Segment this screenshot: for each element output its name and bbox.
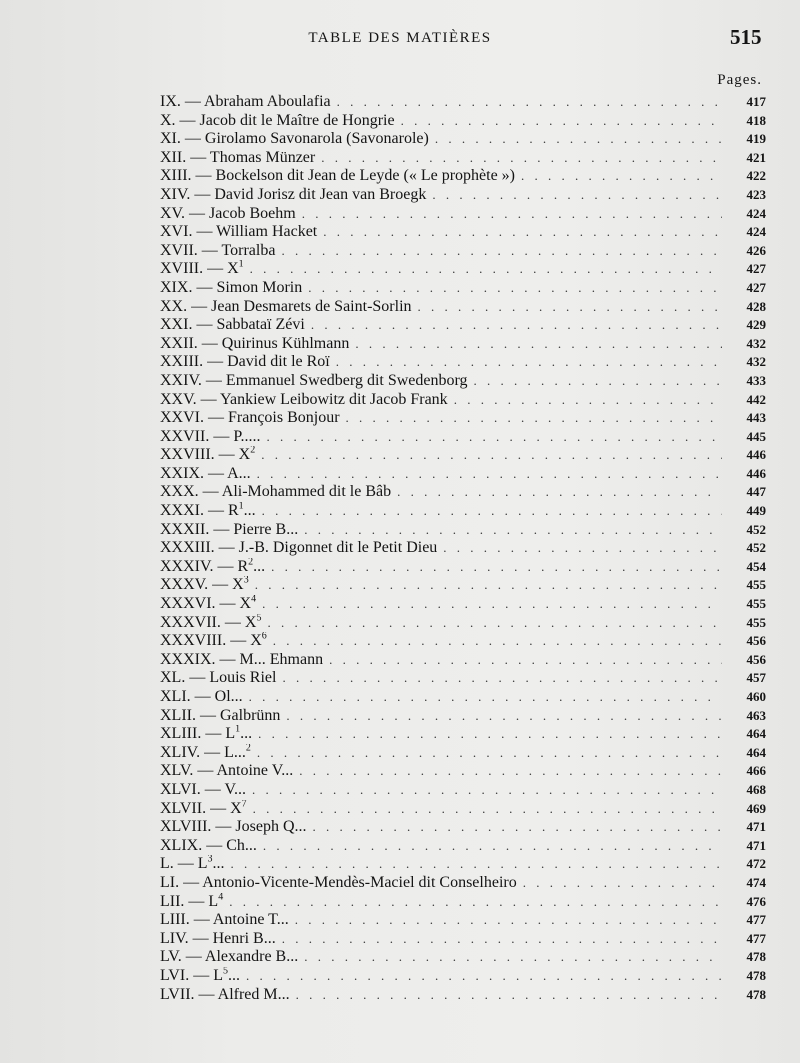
toc-entry-title-text: XI. — Girolamo Savonarola (Savonarole)	[160, 130, 429, 148]
toc-entry-title-text: XXVI. — François Bonjour	[160, 409, 340, 427]
toc-entry-page-number: 476	[746, 893, 766, 909]
toc-entry	[160, 465, 766, 484]
toc-entry-title	[160, 93, 331, 112]
toc-entry	[160, 279, 766, 298]
toc-entry-page-number: 417	[746, 94, 766, 109]
toc-entry-title	[160, 576, 249, 595]
toc-entry	[160, 130, 766, 149]
toc-entry-title-text: XXXIX. — M... Ehmann	[160, 650, 324, 668]
toc-entry-title	[160, 855, 225, 874]
toc-entry	[160, 446, 766, 465]
toc-entry	[160, 521, 766, 540]
toc-entry-title-text: LIII. — Antoine T...	[160, 911, 289, 929]
toc-entry	[160, 595, 766, 614]
toc-entry-page-number: 422	[746, 168, 766, 184]
pages-column-label: Pages.	[717, 72, 762, 88]
toc-entry	[160, 316, 766, 335]
toc-entry	[160, 483, 766, 502]
toc-entry-title-text: XXVII. — P.....	[160, 427, 261, 445]
leader-dots	[271, 558, 722, 577]
toc-entry-title	[160, 986, 290, 1005]
leader-dots	[258, 725, 722, 744]
toc-entry	[160, 669, 766, 688]
leader-dots	[257, 465, 722, 484]
toc-entry-title	[160, 558, 265, 577]
toc-entry-title	[160, 930, 276, 949]
leader-dots	[521, 167, 722, 186]
leader-dots	[295, 911, 722, 930]
toc-entry-title-text: XIX. — Simon Morin	[160, 278, 303, 296]
toc-entry-page-number: 455	[746, 596, 766, 612]
toc-entry-page-number: 472	[746, 856, 766, 872]
leader-dots	[311, 316, 722, 335]
toc-entry-title	[160, 223, 317, 242]
leader-dots	[313, 818, 722, 837]
toc-entry-superscript: 2	[248, 557, 254, 568]
toc-entry	[160, 391, 766, 410]
toc-entry-title-text: XXXIV. — R	[160, 557, 249, 575]
toc-entry-title-tail: ...	[253, 557, 266, 575]
toc-entry-title	[160, 409, 340, 428]
toc-entry	[160, 335, 766, 354]
toc-entry	[160, 744, 766, 763]
toc-entry-title	[160, 651, 323, 670]
toc-entry-title	[160, 837, 257, 856]
toc-entry	[160, 298, 766, 317]
toc-entry-page-number: 427	[746, 261, 766, 277]
toc-entry-superscript: 5	[256, 613, 262, 624]
toc-entry-title-text: X. — Jacob dit le Maître de Hongrie	[160, 111, 395, 129]
leader-dots	[355, 335, 722, 354]
toc-entry-title-tail: ...	[240, 725, 253, 743]
toc-entry	[160, 893, 766, 912]
toc-entry-superscript: 5	[222, 966, 228, 977]
toc-entry-page-number: 445	[746, 428, 766, 444]
toc-entry-page-number: 426	[746, 242, 766, 258]
toc-entry-superscript: 3	[243, 576, 249, 587]
toc-entry-title-text: XXVIII. — X	[160, 446, 251, 464]
toc-entry-title	[160, 428, 260, 447]
toc-entry-title	[160, 112, 395, 131]
leader-dots	[262, 502, 722, 521]
leader-dots	[229, 893, 722, 912]
toc-entry-page-number: 455	[746, 577, 766, 593]
toc-entry-title-text: XVI. — William Hacket	[160, 223, 318, 241]
toc-entry-title-text: XLVII. — X	[160, 799, 242, 817]
toc-entry	[160, 186, 766, 205]
toc-entry	[160, 725, 766, 744]
toc-entry-superscript: 7	[241, 799, 247, 810]
toc-entry-title	[160, 911, 289, 930]
toc-entry-title-text: XLIX. — Ch...	[160, 836, 257, 854]
toc-entry	[160, 205, 766, 224]
toc-entry	[160, 576, 766, 595]
toc-entry-superscript: 6	[261, 632, 267, 642]
toc-entry-page-number: 427	[746, 279, 766, 295]
toc-entry-page-number: 471	[746, 819, 766, 835]
toc-entry	[160, 149, 766, 168]
toc-entry-title-text: XLIV. — L...	[160, 743, 246, 761]
toc-entry	[160, 688, 766, 707]
toc-entry-title	[160, 725, 252, 744]
toc-entry-title-text: XVII. — Torralba	[160, 241, 276, 259]
leader-dots	[454, 391, 722, 410]
toc-entry-title	[160, 391, 448, 410]
toc-entry	[160, 837, 766, 856]
toc-entry-title	[160, 539, 437, 558]
toc-entry-page-number: 460	[746, 689, 766, 704]
toc-entry-title	[160, 167, 515, 186]
toc-entry-title-text: LIV. — Henri B...	[160, 929, 276, 947]
toc-entry-page-number: 423	[746, 186, 766, 202]
leader-dots	[253, 800, 722, 819]
toc-entry-title	[160, 335, 349, 354]
running-title: TABLE DES MATIÈRES	[308, 30, 492, 46]
toc-entry-title-text: XLI. — Ol...	[160, 688, 243, 705]
toc-entry-page-number: 443	[746, 410, 766, 426]
toc-entry-title-text: XLII. — Galbrünn	[160, 706, 281, 724]
toc-entry-page-number: 442	[746, 391, 766, 407]
toc-entry-title-text: LVI. — L	[160, 966, 223, 984]
toc-entry-title	[160, 446, 255, 465]
toc-entry-title	[160, 372, 468, 391]
leader-dots	[443, 539, 722, 558]
toc-entry-page-number: 455	[746, 614, 766, 630]
toc-entry-title-text: XXXVI. — X	[160, 595, 252, 613]
leader-dots	[257, 744, 722, 763]
leader-dots	[282, 669, 722, 688]
toc-entry-title-text: XXXVII. — X	[160, 613, 257, 631]
toc-entry-title-text: XIII. — Bockelson dit Jean de Leyde (« Le prophète »)	[160, 167, 515, 185]
leader-dots	[321, 149, 722, 168]
toc-entry-page-number: 478	[746, 949, 766, 965]
toc-entry-title-text: LV. — Alexandre B...	[160, 948, 299, 966]
toc-entry-superscript: 2	[245, 743, 251, 754]
leader-dots	[267, 614, 722, 633]
toc-entry-title	[160, 205, 296, 224]
toc-entry-title	[160, 316, 305, 335]
toc-entry	[160, 372, 766, 391]
toc-entry-title	[160, 483, 391, 502]
toc-entry-page-number: 424	[746, 224, 766, 240]
toc-entry	[160, 762, 766, 781]
toc-entry-title-text: XLVIII. — Joseph Q...	[160, 818, 307, 836]
toc-entry-page-number: 424	[746, 205, 766, 221]
toc-entry-page-number: 464	[746, 744, 766, 760]
leader-dots	[302, 205, 722, 224]
toc-entry	[160, 502, 766, 521]
toc-entry-page-number: 452	[746, 521, 766, 537]
toc-entry-title	[160, 893, 223, 912]
leader-dots	[304, 948, 722, 967]
toc-entry-page-number: 463	[746, 707, 766, 723]
toc-entry-title	[160, 632, 267, 651]
toc-entry-title-tail: ...	[227, 966, 240, 984]
leader-dots	[308, 279, 722, 298]
toc-entry-title	[160, 800, 247, 819]
toc-entry-title	[160, 353, 330, 372]
toc-entry-page-number: 477	[746, 912, 766, 928]
toc-entry-page-number: 471	[746, 837, 766, 853]
toc-entry	[160, 818, 766, 837]
toc-entry-title-text: XL. — Louis Riel	[160, 669, 277, 687]
toc-entry-page-number: 456	[746, 633, 766, 649]
toc-entry-title-text: LII. — L	[160, 892, 219, 910]
leader-dots	[304, 521, 722, 540]
toc-entry-title-text: XXII. — Quirinus Kühlmann	[160, 334, 350, 352]
toc-entry-title	[160, 669, 276, 688]
leader-dots	[231, 855, 722, 874]
toc-entry-page-number: 452	[746, 540, 766, 556]
toc-entry	[160, 911, 766, 930]
leader-dots	[282, 930, 722, 949]
toc-entry-title	[160, 186, 426, 205]
toc-entry	[160, 242, 766, 261]
toc-entry-title	[160, 967, 240, 986]
toc-entry-page-number: 464	[746, 726, 766, 742]
toc-entry-title-text: XLV. — Antoine V...	[160, 762, 294, 780]
toc-entry-page-number: 432	[746, 354, 766, 370]
toc-entry-title	[160, 762, 293, 781]
toc-entry-page-number: 474	[746, 874, 766, 890]
toc-entry-page-number: 469	[746, 800, 766, 816]
toc-entry-page-number: 447	[746, 484, 766, 500]
leader-dots	[273, 632, 722, 651]
toc-entry-title-tail: ...	[212, 855, 225, 873]
toc-entry-page-number: 433	[746, 372, 766, 388]
toc-entry-title-text: LI. — Antonio-Vicente-Mendès-Maciel dit Conselheiro	[160, 873, 517, 891]
leader-dots	[281, 242, 722, 261]
toc-entry-title-text: XXXI. — R	[160, 502, 239, 520]
leader-dots	[266, 428, 722, 447]
leader-dots	[263, 837, 722, 856]
toc-entry-title-tail: ...	[243, 502, 256, 520]
toc-entry	[160, 409, 766, 428]
toc-entry-superscript: 3	[207, 855, 213, 866]
toc-entry	[160, 948, 766, 967]
leader-dots	[262, 595, 722, 614]
toc-entry-page-number: 432	[746, 335, 766, 351]
toc-entry	[160, 930, 766, 949]
toc-entry-superscript: 4	[251, 595, 257, 605]
toc-entry	[160, 781, 766, 800]
leader-dots	[523, 874, 722, 893]
leader-dots	[246, 967, 722, 986]
toc-entry	[160, 428, 766, 447]
toc-entry-title	[160, 744, 251, 763]
toc-entry	[160, 167, 766, 186]
leader-dots	[397, 483, 722, 502]
leader-dots	[296, 986, 722, 1005]
toc-entry-superscript: 1	[238, 502, 244, 512]
toc-entry-page-number: 477	[746, 930, 766, 946]
leader-dots	[255, 576, 722, 595]
toc-entry-title-text: IX. — Abraham Aboulafia	[160, 93, 331, 110]
toc-entry-title	[160, 465, 251, 484]
toc-entry-title	[160, 298, 412, 317]
toc-entry-title	[160, 614, 261, 633]
leader-dots	[252, 781, 722, 800]
toc-entry-title	[160, 818, 307, 837]
toc-entry-page-number: 468	[746, 781, 766, 797]
toc-entry-superscript: 4	[218, 892, 224, 903]
toc-entry-page-number: 446	[746, 447, 766, 463]
toc-entry-title	[160, 948, 298, 967]
toc-entry-title	[160, 260, 244, 279]
toc-entry	[160, 651, 766, 670]
toc-entry	[160, 260, 766, 279]
leader-dots	[346, 409, 722, 428]
toc-entry-superscript: 1	[235, 725, 241, 735]
toc-entry-page-number: 466	[746, 763, 766, 779]
toc-entry-title-text: XXV. — Yankiew Leibowitz dit Jacob Frank	[160, 390, 448, 408]
toc-entry	[160, 986, 766, 1005]
leader-dots	[286, 707, 722, 726]
toc-entry-title-text: XXXV. — X	[160, 576, 244, 594]
leader-dots	[323, 223, 722, 242]
toc-entry-title	[160, 149, 315, 168]
toc-entry-page-number: 446	[746, 465, 766, 481]
toc-entry-page-number: 418	[746, 112, 766, 128]
toc-entry	[160, 874, 766, 893]
toc-entry	[160, 539, 766, 558]
toc-entry-title-text: XXIII. — David dit le Roï	[160, 353, 330, 371]
toc-entry-title	[160, 707, 280, 726]
leader-dots	[329, 651, 722, 670]
toc-entry-title-text: XXX. — Ali-Mohammed dit le Bâb	[160, 483, 392, 501]
toc-entry	[160, 112, 766, 131]
toc-entry-page-number: 429	[746, 317, 766, 333]
table-of-contents	[160, 93, 766, 1004]
toc-entry-title-text: XVIII. — X	[160, 260, 239, 278]
leader-dots	[261, 446, 722, 465]
leader-dots	[435, 130, 722, 149]
toc-entry-title	[160, 781, 246, 800]
toc-entry-page-number: 478	[746, 967, 766, 983]
toc-entry-page-number: 428	[746, 298, 766, 314]
toc-entry	[160, 855, 766, 874]
toc-entry-title	[160, 242, 275, 261]
toc-entry-title-text: XII. — Thomas Münzer	[160, 148, 316, 166]
toc-entry-title-text: XXIV. — Emmanuel Swedberg dit Swedenborg	[160, 371, 468, 389]
toc-entry-title	[160, 521, 298, 540]
leader-dots	[336, 353, 722, 372]
toc-entry-title	[160, 130, 429, 149]
toc-entry	[160, 800, 766, 819]
leader-dots	[299, 762, 722, 781]
leader-dots	[250, 260, 722, 279]
toc-entry-title-text: XLVI. — V...	[160, 780, 246, 798]
toc-entry	[160, 223, 766, 242]
leader-dots	[249, 688, 722, 707]
toc-entry-title	[160, 595, 256, 614]
toc-entry-title	[160, 688, 243, 707]
toc-entry-title-text: XXIX. — A...	[160, 464, 251, 482]
toc-entry	[160, 353, 766, 372]
toc-entry-title-text: L. — L	[160, 855, 208, 873]
toc-entry-page-number: 456	[746, 651, 766, 667]
leader-dots	[474, 372, 722, 391]
toc-entry	[160, 632, 766, 651]
toc-entry-page-number: 449	[746, 503, 766, 519]
toc-entry-title-text: LVII. — Alfred M...	[160, 985, 290, 1003]
toc-entry-title-text: XXXIII. — J.-B. Digonnet dit le Petit Dieu	[160, 539, 438, 557]
toc-entry-page-number: 419	[746, 131, 766, 147]
toc-entry-title	[160, 279, 302, 298]
toc-entry-page-number: 454	[746, 558, 766, 574]
toc-entry-title-text: XX. — Jean Desmarets de Saint-Sorlin	[160, 297, 412, 315]
leader-dots	[432, 186, 722, 205]
leader-dots	[401, 112, 722, 131]
page-number: 515	[730, 25, 762, 49]
toc-entry-title-text: XV. — Jacob Boehm	[160, 204, 296, 222]
leader-dots	[337, 93, 722, 112]
toc-entry	[160, 614, 766, 633]
leader-dots	[418, 298, 722, 317]
toc-entry-page-number: 421	[746, 149, 766, 165]
toc-entry	[160, 967, 766, 986]
toc-entry-title-text: XXI. — Sabbataï Zévi	[160, 316, 305, 334]
toc-entry-superscript: 1	[238, 260, 244, 271]
toc-entry-page-number: 457	[746, 670, 766, 686]
toc-entry-title-text: XXXII. — Pierre B...	[160, 520, 299, 538]
toc-entry-title-text: XXXVIII. — X	[160, 632, 262, 650]
toc-entry-superscript: 2	[250, 446, 256, 456]
toc-entry	[160, 558, 766, 577]
toc-entry	[160, 93, 766, 112]
toc-entry	[160, 707, 766, 726]
toc-entry-title-text: XLIII. — L	[160, 725, 236, 743]
toc-entry-title	[160, 874, 517, 893]
toc-entry-page-number: 478	[746, 986, 766, 1002]
toc-entry-title	[160, 502, 256, 521]
toc-entry-title-text: XIV. — David Jorisz dit Jean van Broegk	[160, 185, 427, 203]
